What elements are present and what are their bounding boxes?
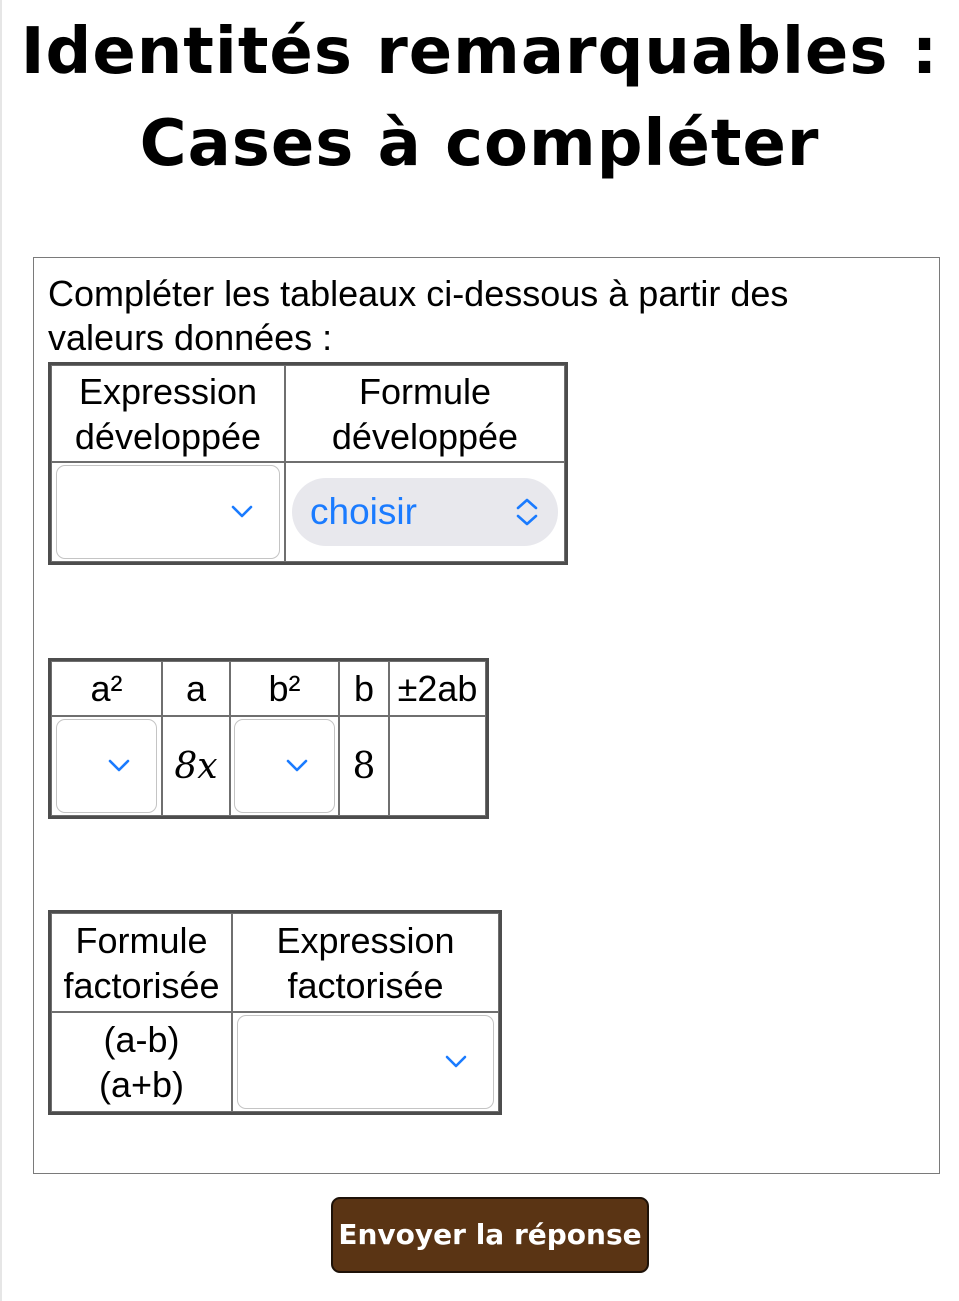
picker-label: choisir (310, 491, 417, 532)
chevron-down-icon (231, 505, 253, 519)
expression-developed-select[interactable] (56, 465, 280, 559)
header-b-squared: b² (230, 661, 339, 716)
header-b: b (339, 661, 389, 716)
b-value: 8 (339, 716, 389, 816)
formula-line: (a+b) (98, 1064, 185, 1105)
header-line: développée (74, 415, 262, 457)
instruction-text: Compléter les tableaux ci-dessous à partir des valeurs données : (48, 273, 789, 358)
page-edge (0, 0, 2, 1301)
header-line: factorisée (287, 964, 444, 1006)
values-table (48, 658, 489, 819)
header-expression-factored (232, 913, 499, 1012)
cell-expression-factored (232, 1012, 499, 1112)
chevron-down-icon (286, 759, 308, 773)
header-line: Expression (78, 370, 258, 412)
a-squared-select[interactable] (56, 719, 157, 813)
chevron-down-icon (445, 1055, 467, 1069)
page-title (0, 6, 959, 190)
developed-table (48, 362, 568, 565)
a-value: 8x (162, 716, 230, 816)
header-a: a (162, 661, 230, 716)
cell-expression-developed (51, 462, 285, 562)
chevron-up-down-icon (514, 496, 540, 528)
header-expression-developed (51, 365, 285, 462)
header-a-squared: a² (51, 661, 162, 716)
cell-b-squared (230, 716, 339, 816)
page-title-line-2: Cases à compléter (139, 107, 820, 181)
b-squared-select[interactable] (234, 719, 335, 813)
two-ab-value (389, 716, 486, 816)
header-formula-factored (51, 913, 232, 1012)
expression-factored-select[interactable] (237, 1015, 494, 1109)
cell-formula-developed (285, 462, 565, 562)
submit-button[interactable]: Envoyer la réponse (331, 1197, 649, 1273)
header-line: factorisée (63, 964, 220, 1006)
chevron-down-icon (108, 759, 130, 773)
formula-developed-picker[interactable] (292, 478, 558, 546)
cell-a-squared (51, 716, 162, 816)
page-title-line-1: Identités remarquables : (20, 15, 939, 89)
header-line: Formule (75, 919, 208, 961)
header-formula-developed (285, 365, 565, 462)
header-two-ab: ±2ab (389, 661, 486, 716)
formula-factored-value (51, 1012, 232, 1112)
header-line: développée (331, 415, 519, 457)
header-line: Expression (276, 919, 455, 961)
header-line: Formule (358, 370, 492, 412)
factored-table (48, 910, 502, 1115)
formula-line: (a-b) (103, 1019, 180, 1060)
